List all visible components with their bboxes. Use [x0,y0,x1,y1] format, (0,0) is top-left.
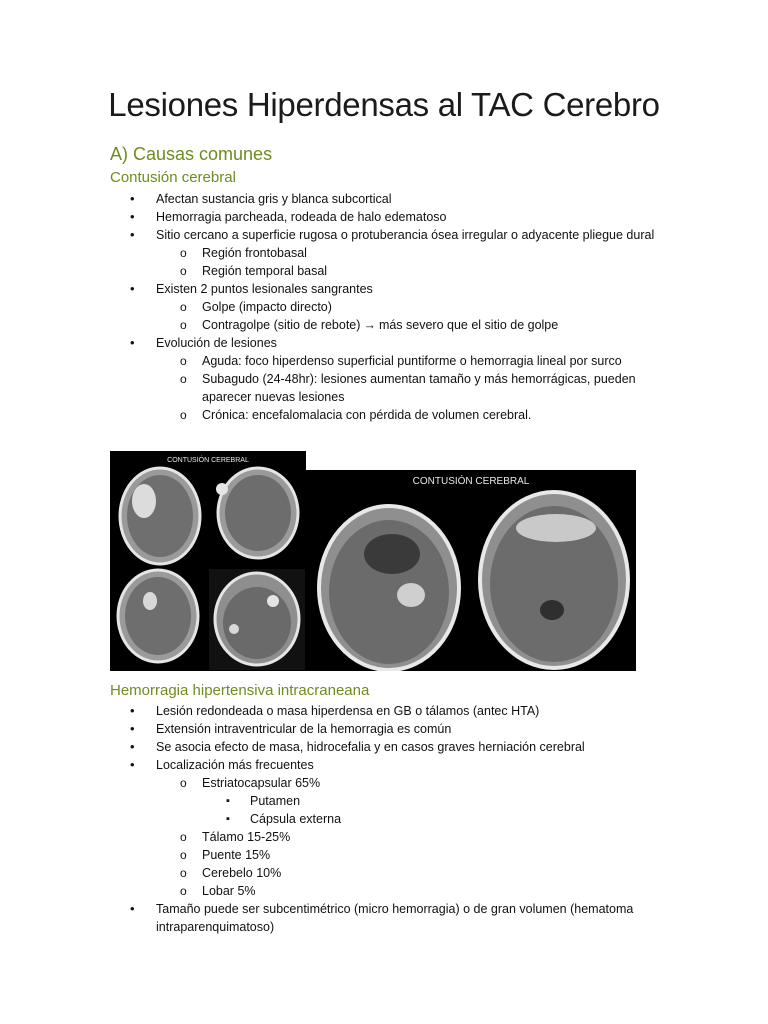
list-item: • Se asocia efecto de masa, hidrocefalia y en casos graves herniación cerebral [130,738,660,756]
contusion-list [130,190,660,424]
page-title: Lesiones Hiperdensas al TAC Cerebro [108,86,660,123]
sublist-item: o Subagudo (24-48hr): lesiones aumentan tamaño y más hemorrágicas, pueden aparecer nuevas lesiones [130,370,660,406]
sublist-item: o Cerebelo 10% [130,864,660,882]
sublist-item: o Región temporal basal [130,262,660,280]
image-label: CONTUSIÓN CEREBRAL [412,476,530,487]
list-item: • Tamaño puede ser subcentimétrico (micro hemorragia) o de gran volumen (hematoma intraparenquimatoso) [130,900,660,936]
sublist-item: ▪ Putamen [130,792,660,810]
ct-scan-6 [480,492,628,668]
subheading-hipertensiva: Hemorragia hipertensiva intracraneana [110,682,370,699]
subheading-contusion: Contusión cerebral [110,169,236,186]
sublist-item: o Contragolpe (sitio de rebote) → más severo que el sitio de golpe [130,316,660,334]
sublist-item: o Crónica: encefalomalacia con pérdida de volumen cerebral. [130,406,660,424]
section-heading-causas: A) Causas comunes [110,144,273,164]
ct-scan-1 [120,468,200,564]
list-item: • Hemorragia parcheada, rodeada de halo edematoso [130,208,660,226]
ct-image-grid [110,451,306,671]
ct-scan-5 [319,506,459,670]
list-item: • Extensión intraventricular de la hemorragia es común [130,720,660,738]
list-item: • Evolución de lesiones o Aguda: foco hiperdenso superficial puntiforme o hemorragia lineal por surco o Subagudo (24-48hr): lesiones aumentan tamaño y más hemorrágicas, pueden aparecer nuevas lesiones o Crónica: encefalomalacia con pérdida de volumen cerebral. [130,334,660,424]
sublist-item: o Puente 15% [130,846,660,864]
list-item: • Afectan sustancia gris y blanca subcortical [130,190,660,208]
list-item: • Existen 2 puntos lesionales sangrantes o Golpe (impacto directo) o Contragolpe (sitio de rebote) → más severo que el sitio de golpe [130,280,660,334]
image-label: CONTUSIÓN CEREBRAL [167,457,249,464]
list-item: • Lesión redondeada o masa hiperdensa en GB o tálamos (antec HTA) [130,702,660,720]
ct-scan-2 [216,468,298,558]
sublist-item: o Tálamo 15-25% [130,828,660,846]
ct-scan-4 [209,569,305,670]
sublist-item: o Región frontobasal [130,244,660,262]
sublist-item: o Lobar 5% [130,882,660,900]
ct-scan-3 [118,570,198,662]
sublist-item: o Aguda: foco hiperdenso superficial puntiforme o hemorragia lineal por surco [130,352,660,370]
ct-image-large [306,470,636,671]
sublist-item: ▪ Cápsula externa [130,810,660,828]
sublist-item: o Golpe (impacto directo) [130,298,660,316]
list-item: • Localización más frecuentes o Estriatocapsular 65% ▪ Putamen ▪ Cápsula externa o Tálamo 15-25% o Puente 15% o Cerebelo 10% o Lobar 5% [130,756,660,900]
sublist-item: o Estriatocapsular 65% ▪ Putamen ▪ Cápsula externa [130,774,660,828]
list-item: • Sitio cercano a superficie rugosa o protuberancia ósea irregular o adyacente pliegue dural o Región frontobasal o Región temporal basal [130,226,660,280]
arrow-right-icon: → [363,318,376,332]
hipertensiva-list [130,702,660,936]
